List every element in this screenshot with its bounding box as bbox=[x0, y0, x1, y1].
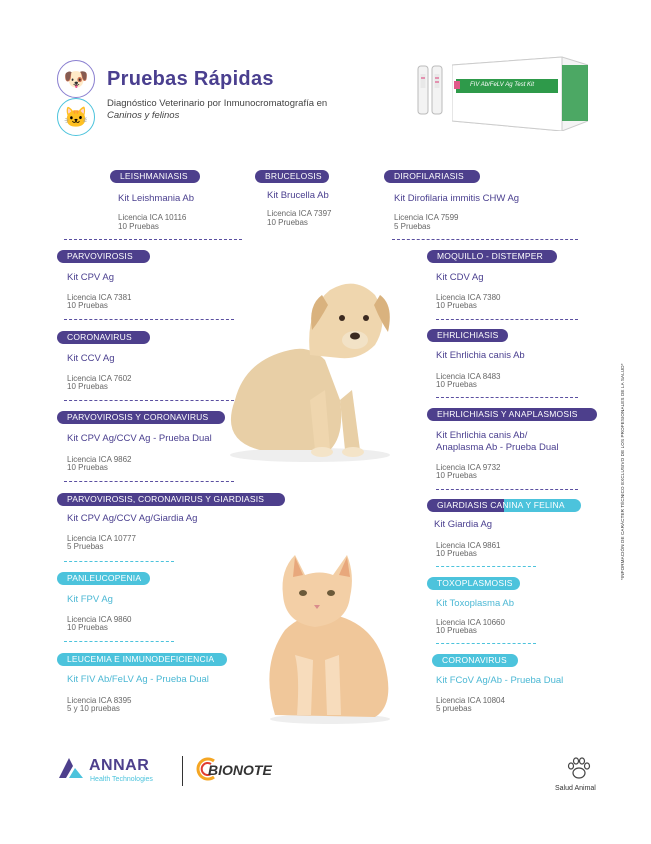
license-cpv: Licencia ICA 7381 bbox=[67, 293, 132, 302]
license-fiv-felv: Licencia ICA 8395 bbox=[67, 696, 132, 705]
puppy-image bbox=[190, 250, 410, 465]
divider bbox=[436, 319, 578, 320]
category-brucelosis: BRUCELOSIS bbox=[255, 170, 329, 183]
annar-logo: ANNAR bbox=[89, 757, 150, 774]
kit-ehrlichia-anaplasma-line2: Anaplasma Ab - Prueba Dual bbox=[436, 442, 559, 453]
page-subtitle: Diagnóstico Veterinario por Inmunocromatografía en bbox=[107, 98, 328, 109]
cat-icon: 🐱 bbox=[57, 98, 95, 136]
divider bbox=[436, 489, 578, 490]
kit-leishmania: Kit Leishmania Ab bbox=[118, 193, 195, 204]
category-dirofilariasis: DIROFILARIASIS bbox=[384, 170, 480, 183]
tests-cpv-ccv: 10 Pruebas bbox=[67, 463, 108, 472]
divider bbox=[64, 400, 234, 401]
license-giardia: Licencia ICA 9861 bbox=[436, 541, 501, 550]
test-cassette-image bbox=[412, 62, 452, 120]
license-dirofilaria: Licencia ICA 7599 bbox=[394, 213, 459, 222]
kit-fcov: Kit FCoV Ag/Ab - Prueba Dual bbox=[436, 675, 564, 686]
tests-cdv: 10 Pruebas bbox=[436, 301, 477, 310]
license-ccv: Licencia ICA 7602 bbox=[67, 374, 132, 383]
kit-ccv: Kit CCV Ag bbox=[67, 353, 115, 364]
kit-cpv: Kit CPV Ag bbox=[67, 272, 114, 283]
tests-brucella: 10 Pruebas bbox=[267, 218, 308, 227]
category-coronavirus: CORONAVIRUS bbox=[57, 331, 150, 344]
kit-ehrlichia: Kit Ehrlichia canis Ab bbox=[436, 350, 525, 361]
divider bbox=[392, 239, 578, 240]
license-leishmania: Licencia ICA 10116 bbox=[118, 213, 187, 222]
category-ehr-anaplasmosis: EHRLICHIASIS Y ANAPLASMOSIS bbox=[427, 408, 597, 421]
category-parvovirosis: PARVOVIROSIS bbox=[57, 250, 150, 263]
tests-dirofilaria: 5 Pruebas bbox=[394, 222, 431, 231]
license-toxoplasma: Licencia ICA 10660 bbox=[436, 618, 505, 627]
kit-fpv: Kit FPV Ag bbox=[67, 594, 113, 605]
category-giardiasis: GIARDIASIS CANINA Y FELINA bbox=[427, 499, 581, 512]
logo-divider bbox=[182, 756, 183, 786]
bionote-logo: BIONOTE bbox=[208, 762, 272, 778]
category-leucemia: LEUCEMIA E INMUNODEFICIENCIA bbox=[57, 653, 227, 666]
divider bbox=[436, 643, 536, 644]
tests-cpv: 10 Pruebas bbox=[67, 301, 108, 310]
tests-fiv-felv: 5 y 10 pruebas bbox=[67, 704, 120, 713]
license-fcov: Licencia ICA 10804 bbox=[436, 696, 505, 705]
kit-dirofilaria: Kit Dirofilaria immitis CHW Ag bbox=[394, 193, 520, 204]
divider bbox=[64, 481, 234, 482]
divider bbox=[64, 641, 174, 642]
tests-giardia: 10 Pruebas bbox=[436, 549, 477, 558]
category-parvo-corona: PARVOVIROSIS Y CORONAVIRUS bbox=[57, 411, 225, 424]
kit-fiv-felv: Kit FIV Ab/FeLV Ag - Prueba Dual bbox=[67, 674, 209, 685]
tests-ehrlichia: 10 Pruebas bbox=[436, 380, 477, 389]
tests-fpv: 10 Pruebas bbox=[67, 623, 108, 632]
license-cpv-ccv: Licencia ICA 9862 bbox=[67, 455, 132, 464]
salud-animal-label: Salud Animal bbox=[555, 785, 596, 792]
kit-cpv-ccv-giardia: Kit CPV Ag/CCV Ag/Giardia Ag bbox=[67, 513, 198, 524]
divider bbox=[64, 561, 174, 562]
license-ehrlichia-anaplasma: Licencia ICA 9732 bbox=[436, 463, 501, 472]
kit-cdv: Kit CDV Ag bbox=[436, 272, 484, 283]
license-fpv: Licencia ICA 9860 bbox=[67, 615, 132, 624]
kit-toxoplasma: Kit Toxoplasma Ab bbox=[436, 598, 514, 609]
kit-giardia: Kit Giardia Ag bbox=[434, 519, 493, 530]
product-box-image bbox=[452, 55, 588, 131]
kitten-image bbox=[255, 545, 405, 725]
paw-icon bbox=[566, 757, 592, 781]
category-ehrlichiasis: EHRLICHIASIS bbox=[427, 329, 508, 342]
kit-brucella: Kit Brucella Ab bbox=[267, 190, 329, 201]
tests-ehrlichia-anaplasma: 10 Pruebas bbox=[436, 471, 477, 480]
side-note bbox=[620, 363, 628, 580]
category-toxoplasmosis: TOXOPLASMOSIS bbox=[427, 577, 520, 590]
annar-tagline: Health Technologies bbox=[90, 776, 153, 783]
tests-fcov: 5 pruebas bbox=[436, 704, 472, 713]
tests-ccv: 10 Pruebas bbox=[67, 382, 108, 391]
license-cdv: Licencia ICA 7380 bbox=[436, 293, 501, 302]
tests-toxoplasma: 10 Pruebas bbox=[436, 626, 477, 635]
side-note-text: *INFORMACIÓN DE CARÁCTER TÉCNICO EXCLUSIVO DE LOS PROFESIONALES DE LA SALUD* bbox=[620, 363, 625, 580]
divider bbox=[64, 239, 242, 240]
kit-cpv-ccv: Kit CPV Ag/CCV Ag - Prueba Dual bbox=[67, 433, 212, 444]
dog-icon: 🐶 bbox=[57, 60, 95, 98]
divider bbox=[436, 566, 536, 567]
category-leishmaniasis: LEISHMANIASIS bbox=[110, 170, 200, 183]
category-panleucopenia: PANLEUCOPENIA bbox=[57, 572, 150, 585]
divider bbox=[436, 397, 578, 398]
kit-ehrlichia-anaplasma: Kit Ehrlichia canis Ab/ bbox=[436, 430, 528, 441]
category-coronavirus-felino: CORONAVIRUS bbox=[432, 654, 518, 667]
tests-cpv-ccv-giardia: 5 Pruebas bbox=[67, 542, 104, 551]
license-brucella: Licencia ICA 7397 bbox=[267, 209, 332, 218]
license-cpv-ccv-giardia: Licencia ICA 10777 bbox=[67, 534, 136, 543]
license-ehrlichia: Licencia ICA 8483 bbox=[436, 372, 501, 381]
category-moquillo: MOQUILLO - DISTEMPER bbox=[427, 250, 557, 263]
product-box-label: FIV Ab/FeLV Ag Test Kit bbox=[470, 82, 535, 88]
divider bbox=[64, 319, 234, 320]
page-title: Pruebas Rápidas bbox=[107, 68, 274, 90]
annar-logo-icon bbox=[57, 756, 85, 780]
category-parvo-corona-giardia: PARVOVIROSIS, CORONAVIRUS Y GIARDIASIS bbox=[57, 493, 285, 506]
tests-leishmania: 10 Pruebas bbox=[118, 222, 159, 231]
page-subtitle-species: Caninos y felinos bbox=[107, 110, 180, 121]
